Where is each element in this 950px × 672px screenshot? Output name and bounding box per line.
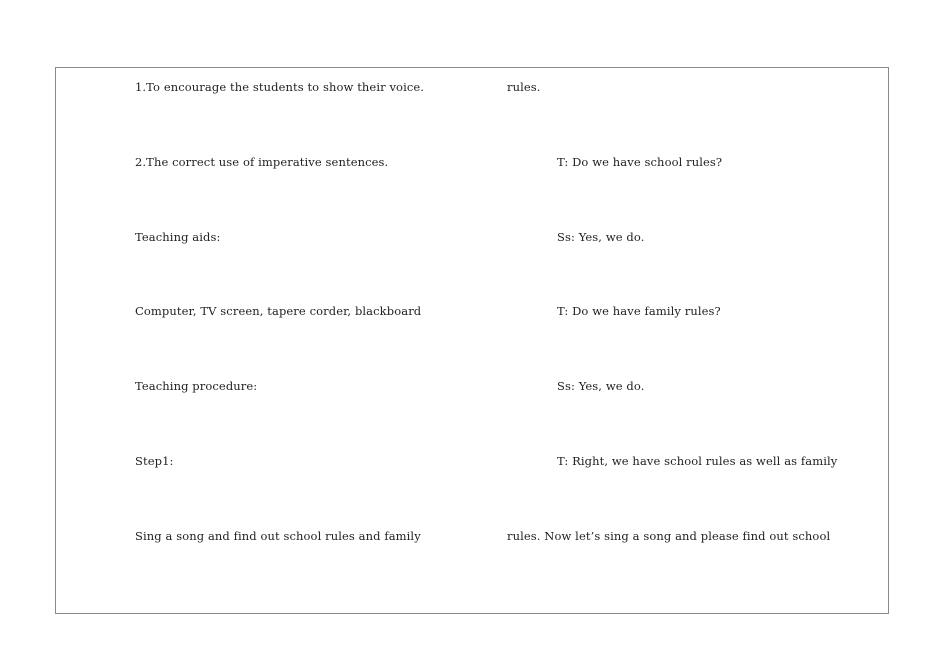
objective-2: 2.The correct use of imperative sentences. <box>135 155 389 169</box>
teaching-aids-list: Computer, TV screen, tapere corder, blackboard <box>135 304 422 318</box>
step-1-description: Sing a song and find out school rules and family <box>135 529 421 543</box>
dialogue-line-5: T: Right, we have school rules as well as family <box>557 454 838 468</box>
objective-1: 1.To encourage the students to show their voice. <box>135 80 425 94</box>
rules-continuation: rules. <box>507 80 541 94</box>
dialogue-line-3: T: Do we have family rules? <box>557 304 721 318</box>
dialogue-line-1: T: Do we have school rules? <box>557 155 723 169</box>
teaching-aids-heading: Teaching aids: <box>135 230 221 244</box>
dialogue-line-4: Ss: Yes, we do. <box>557 379 645 393</box>
dialogue-line-2: Ss: Yes, we do. <box>557 230 645 244</box>
dialogue-line-6: rules. Now let’s sing a song and please find out school <box>507 529 831 543</box>
teaching-procedure-heading: Teaching procedure: <box>135 379 258 393</box>
step-1-heading: Step1: <box>135 454 174 468</box>
